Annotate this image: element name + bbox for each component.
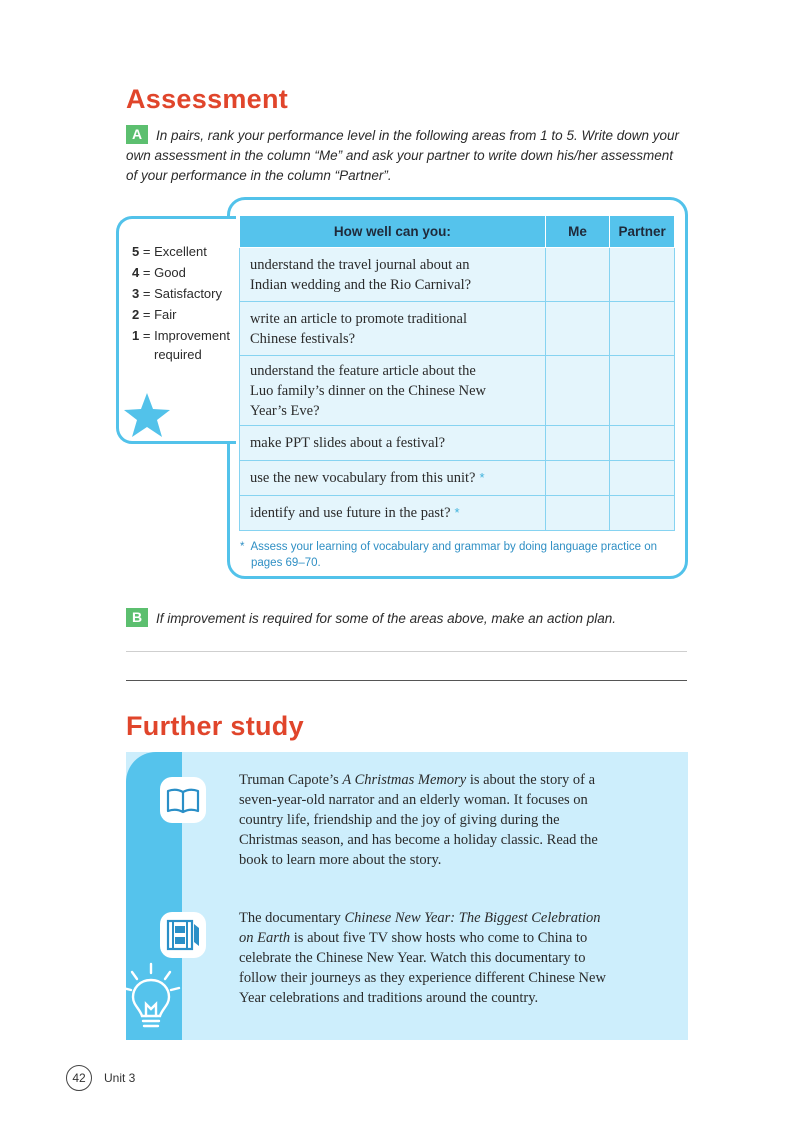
skill-cell: identify and use future in the past? * bbox=[240, 496, 546, 531]
scale-item-continued: required bbox=[154, 347, 202, 362]
further-study-item-documentary: The documentary Chinese New Year: The Biggest Celebration on Earth is about five TV show hosts who come to China to celebrate the Chinese New Year. Watch this documentary to follow their journeys as they experience different Chinese New Year celebrations and traditions around the country. bbox=[239, 910, 606, 1006]
partner-cell[interactable] bbox=[610, 461, 675, 496]
rating-scale bbox=[132, 241, 230, 363]
partner-cell[interactable] bbox=[610, 302, 675, 356]
scale-item: 3 = Satisfactory bbox=[132, 286, 222, 301]
table-row bbox=[240, 426, 675, 461]
scale-item: 1 = Improvement bbox=[132, 328, 230, 343]
skill-cell: make PPT slides about a festival? bbox=[240, 426, 546, 461]
assessment-title: Assessment bbox=[126, 84, 289, 114]
skill-cell: understand the feature article about the Luo family’s dinner on the Chinese New Year’s Eve? bbox=[240, 356, 546, 426]
writing-line[interactable] bbox=[126, 651, 687, 652]
col-header-partner: Partner bbox=[610, 216, 675, 248]
skill-cell: use the new vocabulary from this unit? * bbox=[240, 461, 546, 496]
task-a-line-1: In pairs, rank your performance level in the following areas from 1 to 5. Write down your bbox=[156, 128, 679, 143]
col-header-skill: How well can you: bbox=[240, 216, 546, 248]
me-cell[interactable] bbox=[545, 461, 609, 496]
col-header-me: Me bbox=[545, 216, 609, 248]
star-icon bbox=[121, 390, 173, 442]
task-b-instruction: B If improvement is required for some of the areas above, make an action plan. bbox=[126, 608, 706, 629]
unit-label: Unit 3 bbox=[104, 1071, 136, 1085]
partner-cell[interactable] bbox=[610, 426, 675, 461]
task-a-instruction bbox=[126, 125, 706, 186]
partner-cell[interactable] bbox=[610, 496, 675, 531]
scale-item: 2 = Fair bbox=[132, 307, 177, 322]
further-study-title: Further study bbox=[126, 711, 304, 741]
book-icon-box bbox=[160, 777, 206, 823]
partner-cell[interactable] bbox=[610, 248, 675, 302]
scale-item: 4 = Good bbox=[132, 265, 186, 280]
scale-item: 5 = Excellent bbox=[132, 244, 207, 259]
asterisk-mark: * bbox=[454, 505, 460, 520]
table-row bbox=[240, 248, 675, 302]
table-footnote: * Assess your learning of vocabulary and grammar by doing language practice on pages 69–70. bbox=[240, 541, 658, 569]
section-divider bbox=[126, 680, 687, 681]
task-a-line-2: own assessment in the column “Me” and ask your partner to write down his/her assessment bbox=[126, 148, 673, 163]
page-number: 42 bbox=[66, 1065, 92, 1091]
me-cell[interactable] bbox=[545, 248, 609, 302]
assessment-table bbox=[239, 215, 675, 531]
me-cell[interactable] bbox=[545, 302, 609, 356]
further-study-item-book: Truman Capote’s A Christmas Memory is about the story of a seven-year-old narrator and an elderly woman. It focuses on country life, friendship and the joy of giving during the Christmas season, and has become a holiday classic. Read the book to learn more about the story. bbox=[239, 772, 598, 868]
skill-cell: understand the travel journal about an Indian wedding and the Rio Carnival? bbox=[240, 248, 546, 302]
task-b-badge: B bbox=[126, 608, 148, 627]
film-icon-box bbox=[160, 912, 206, 958]
partner-cell[interactable] bbox=[610, 356, 675, 426]
table-row bbox=[240, 461, 675, 496]
task-a-line-3: of your performance in the column “Partner”. bbox=[126, 168, 392, 183]
light-bulb-icon bbox=[118, 960, 184, 1038]
me-cell[interactable] bbox=[545, 426, 609, 461]
table-row bbox=[240, 356, 675, 426]
table-row bbox=[240, 496, 675, 531]
task-a-badge: A bbox=[126, 125, 148, 144]
table-row bbox=[240, 302, 675, 356]
me-cell[interactable] bbox=[545, 496, 609, 531]
asterisk-mark: * bbox=[479, 470, 485, 485]
skill-cell: write an article to promote traditional Chinese festivals? bbox=[240, 302, 546, 356]
table-header-row bbox=[240, 216, 675, 248]
film-icon bbox=[164, 918, 202, 952]
me-cell[interactable] bbox=[545, 356, 609, 426]
book-icon bbox=[165, 785, 201, 815]
